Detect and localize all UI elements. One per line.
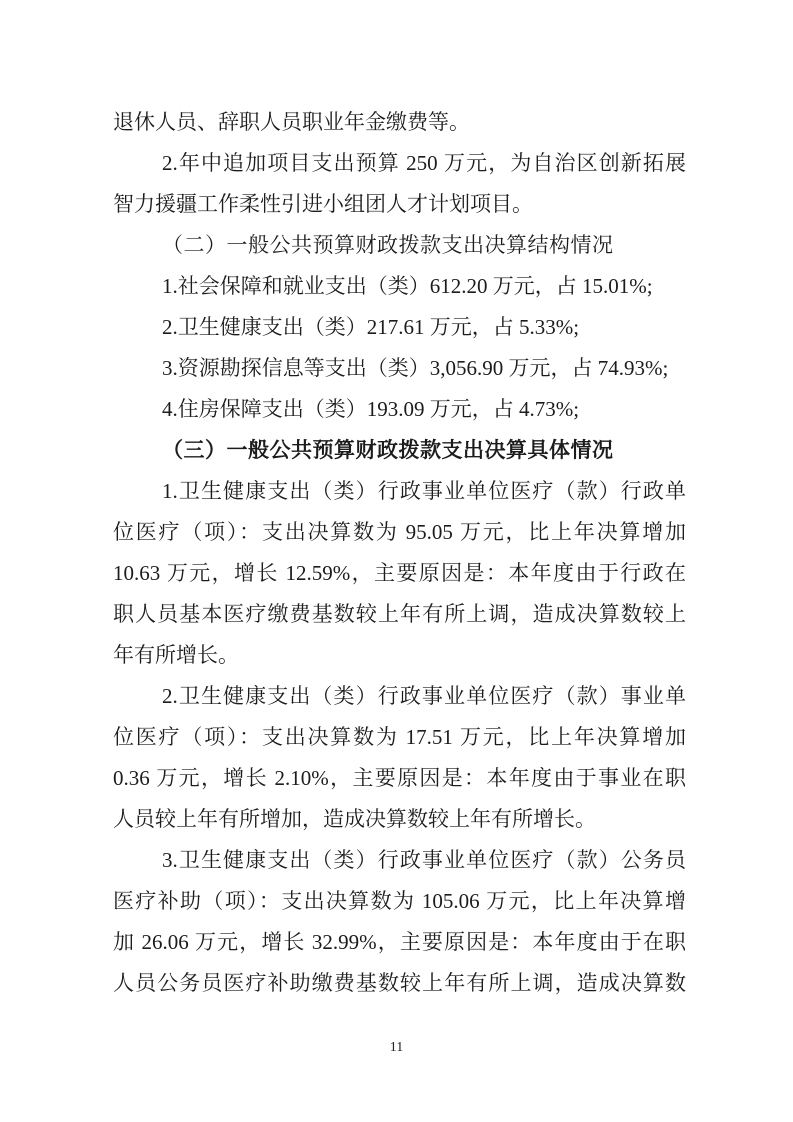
list-item-resource-exploration: 3.资源勘探信息等支出（类）3,056.90 万元，占 74.93%;: [162, 356, 669, 380]
section-heading-detail: （三）一般公共预算财政拨款支出决算具体情况: [162, 439, 614, 462]
section-heading-structure: （二）一般公共预算财政拨款支出决算结构情况: [162, 233, 614, 257]
text-line-item2-end: 智力援疆工作柔性引进小组团人才计划项目。: [113, 192, 533, 216]
document-body: [113, 102, 686, 1004]
text-line-detail1-l3: 10.63 万元，增长 12.59%，主要原因是：本年度由于行政在: [113, 561, 686, 585]
text-line-detail3-l4: 人员公务员医疗补助缴费基数较上年有所上调，造成决算数: [113, 971, 686, 995]
text-line-detail1-l2: 位医疗（项）：支出决算数为 95.05 万元，比上年决算增加: [113, 520, 686, 544]
text-line-detail2-l2: 位医疗（项）：支出决算数为 17.51 万元，比上年决算增加: [113, 725, 686, 749]
text-line-detail3-l2: 医疗补助（项）：支出决算数为 105.06 万元，比上年决算增: [113, 889, 686, 913]
text-line-item2-start: 2.年中追加项目支出预算 250 万元，为自治区创新拓展: [162, 151, 686, 175]
list-item-health: 2.卫生健康支出（类）217.61 万元，占 5.33%;: [162, 315, 580, 339]
text-line-detail2-l1: 2.卫生健康支出（类）行政事业单位医疗（款）事业单: [162, 684, 686, 708]
text-line-detail3-l1: 3.卫生健康支出（类）行政事业单位医疗（款）公务员: [162, 848, 686, 872]
text-line-detail1-l4: 职人员基本医疗缴费基数较上年有所上调，造成决算数较上: [113, 602, 686, 626]
text-line-detail2-l3: 0.36 万元，增长 2.10%，主要原因是：本年度由于事业在职: [113, 766, 686, 790]
text-line-detail1-l1: 1.卫生健康支出（类）行政事业单位医疗（款）行政单: [162, 479, 686, 503]
page-number: 11: [389, 1040, 404, 1055]
text-line-detail2-l4: 人员较上年有所增加，造成决算数较上年有所增长。: [113, 807, 596, 831]
text-line-detail3-l3: 加 26.06 万元，增长 32.99%，主要原因是：本年度由于在职: [113, 930, 686, 954]
text-line-paragraph-continuation: 退休人员、辞职人员职业年金缴费等。: [113, 110, 470, 134]
list-item-social-security: 1.社会保障和就业支出（类）612.20 万元，占 15.01%;: [162, 274, 653, 298]
list-item-housing: 4.住房保障支出（类）193.09 万元，占 4.73%;: [162, 397, 580, 421]
text-line-detail1-l5: 年有所增长。: [113, 643, 239, 667]
